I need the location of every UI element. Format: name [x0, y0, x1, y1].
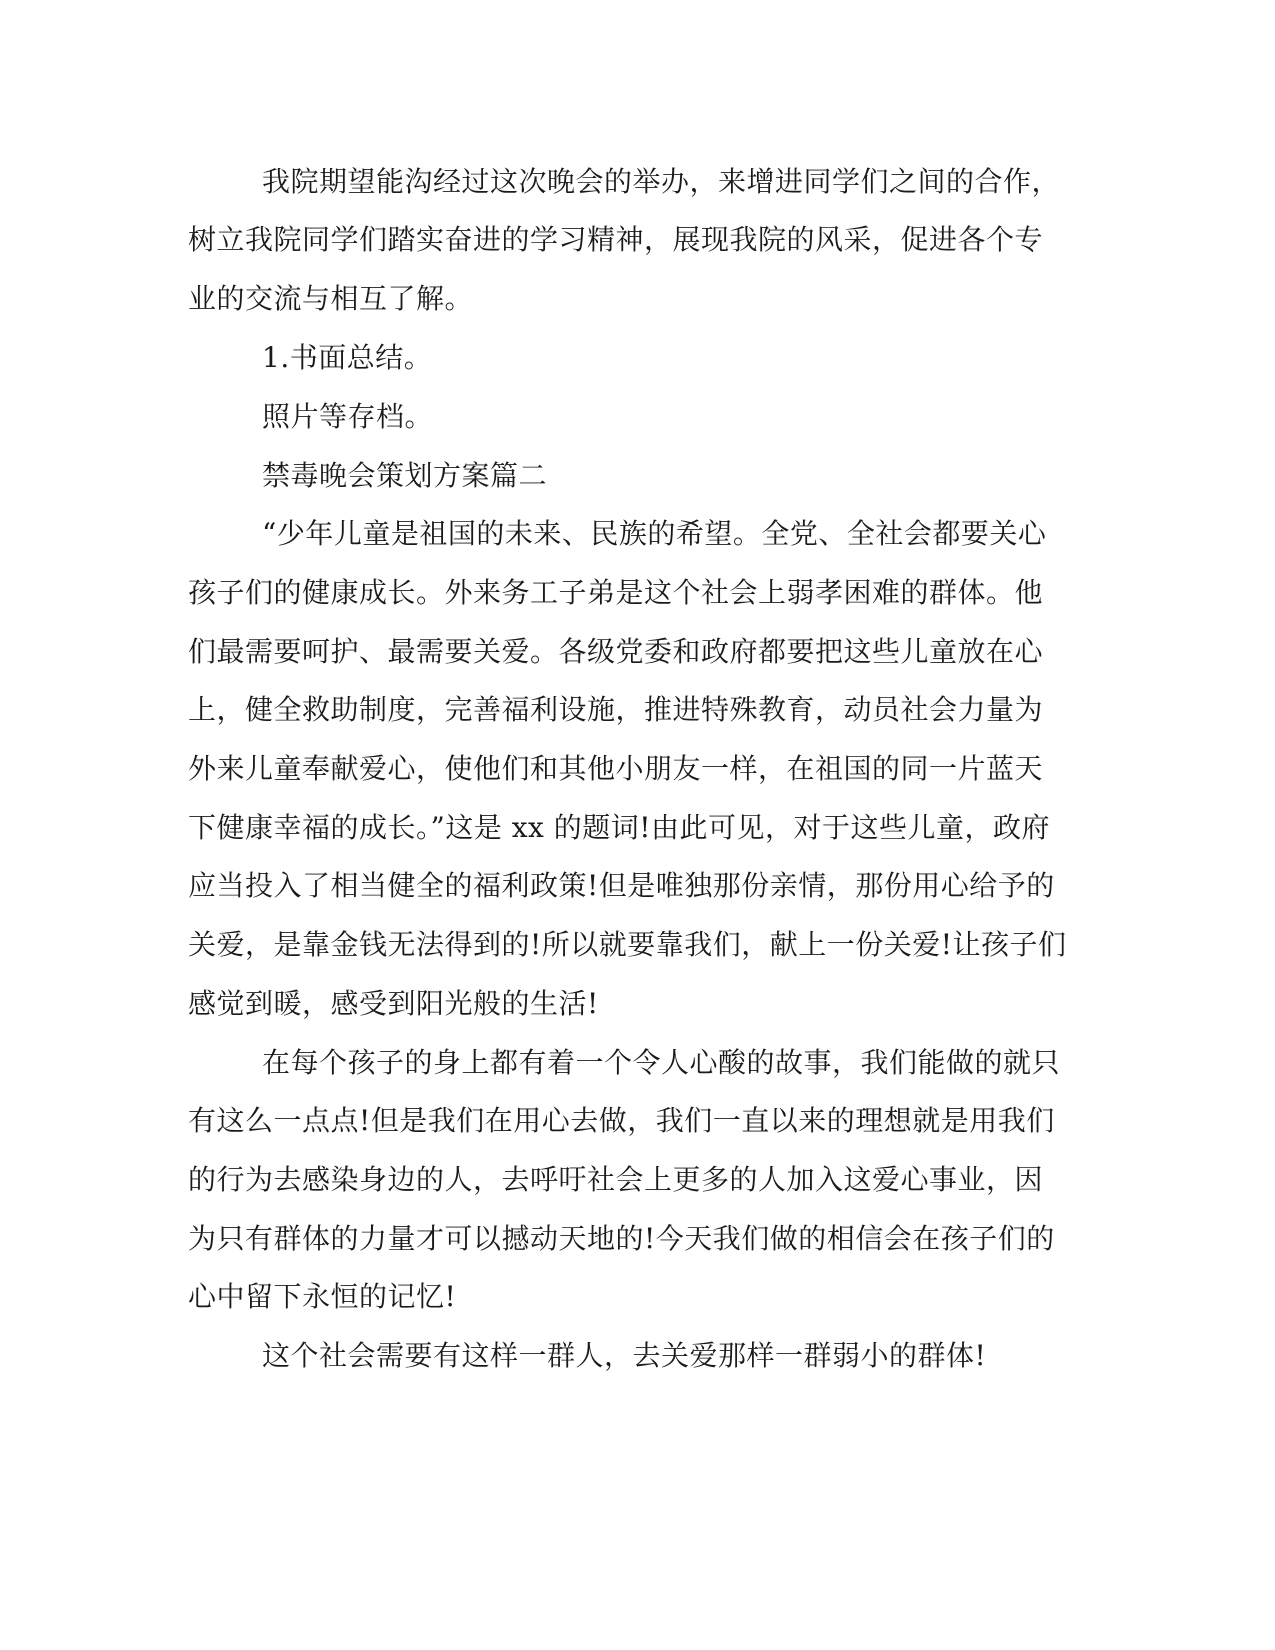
paragraph-line: 的行为去感染身边的人，去呼吁社会上更多的人加入这爱心事业，因: [188, 1163, 1044, 1196]
paragraph-line: 感觉到暖，感受到阳光般的生活!: [188, 987, 599, 1020]
paragraph-line: 外来儿童奉献爱心，使他们和其他小朋友一样，在祖国的同一片蓝天: [188, 752, 1044, 785]
paragraph-line: 在每个孩子的身上都有着一个令人心酸的故事，我们能做的就只: [262, 1046, 1061, 1079]
paragraph-line: 照片等存档。: [262, 400, 434, 433]
paragraph-line: 上，健全救助制度，完善福利设施，推进特殊教育，动员社会力量为: [188, 693, 1044, 726]
paragraph-line: 孩子们的健康成长。外来务工子弟是这个社会上弱孝困难的群体。他: [188, 576, 1044, 609]
paragraph-line: 下健康幸福的成长。”这是 xx 的题词!由此可见，对于这些儿童，政府: [188, 811, 1050, 844]
paragraph-line: 这个社会需要有这样一群人，去关爱那样一群弱小的群体!: [262, 1339, 987, 1372]
list-item: 1.书面总结。: [262, 341, 433, 374]
paragraph-line: 有这么一点点!但是我们在用心去做，我们一直以来的理想就是用我们: [188, 1104, 1055, 1137]
section-heading: 禁毒晚会策划方案篇二: [262, 459, 548, 492]
paragraph-line: “少年儿童是祖国的未来、民族的希望。全党、全社会都要关心: [262, 517, 1047, 550]
paragraph-line: 树立我院同学们踏实奋进的学习精神，展现我院的风采，促进各个专: [188, 223, 1044, 256]
paragraph-line: 应当投入了相当健全的福利政策!但是唯独那份亲情，那份用心给予的: [188, 869, 1055, 902]
paragraph-line: 业的交流与相互了解。: [188, 282, 474, 315]
paragraph-line: 们最需要呵护、最需要关爱。各级党委和政府都要把这些儿童放在心: [188, 635, 1044, 668]
paragraph-line: 关爱，是靠金钱无法得到的!所以就要靠我们，献上一份关爱!让孩子们: [188, 928, 1067, 961]
paragraph-line: 我院期望能沟经过这次晚会的举办，来增进同学们之间的合作，: [262, 165, 1061, 198]
paragraph-line: 为只有群体的力量才可以撼动天地的!今天我们做的相信会在孩子们的: [188, 1222, 1055, 1255]
paragraph-line: 心中留下永恒的记忆!: [188, 1280, 457, 1313]
